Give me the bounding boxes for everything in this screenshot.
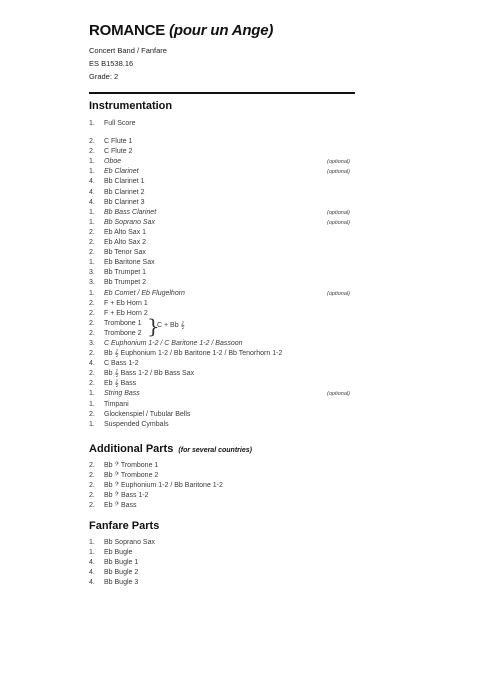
part-name: Bb Soprano Sax (104, 218, 155, 226)
part-name: Bb Trumpet 1 (104, 269, 147, 277)
optional-label: (optional) (327, 219, 350, 226)
part-row (89, 400, 359, 410)
part-name: Bb Bugle 1 (104, 559, 139, 567)
part-row (89, 461, 359, 471)
grade-level: Grade: 2 (89, 72, 119, 81)
part-name: Eb 𝄞 Bass (104, 380, 137, 388)
part-count: 2. (89, 492, 95, 500)
part-count: 2. (89, 329, 95, 337)
part-name: Eb Baritone Sax (104, 259, 155, 267)
part-name: Bb 𝄢 Trombone 2 (104, 472, 159, 480)
part-name: Suspended Cymbals (104, 420, 169, 428)
part-name: Bb Clarinet 1 (104, 178, 145, 186)
part-name: Bb Bugle 2 (104, 569, 139, 577)
part-row (89, 278, 359, 288)
part-row (89, 568, 359, 578)
part-name: Bb Bugle 3 (104, 579, 139, 587)
part-row (89, 349, 359, 359)
title-subtitle: (pour un Ange) (169, 22, 274, 39)
catalog-number: ES B1538.16 (89, 59, 134, 68)
part-row (89, 471, 359, 481)
part-name: F + Eb Horn 2 (104, 309, 148, 317)
part-count: 2. (89, 370, 95, 378)
title-divider (89, 92, 355, 94)
optional-label: (optional) (327, 159, 350, 166)
part-name: Eb Bugle (104, 549, 133, 557)
part-name: Bb 𝄢 Bass 1-2 (104, 492, 149, 500)
part-count: 1. (89, 120, 95, 127)
part-row (89, 167, 359, 177)
instrumentation-list (89, 119, 359, 430)
part-row (89, 339, 359, 349)
part-count: 4. (89, 198, 95, 206)
part-name: Eb Alto Sax 1 (104, 228, 147, 236)
part-count: 2. (89, 239, 95, 247)
part-row (89, 548, 359, 558)
part-name: Trombone 2 (104, 329, 142, 337)
part-count: 1. (89, 390, 95, 398)
part-name: F + Eb Horn 1 (104, 299, 148, 307)
part-count: 1. (89, 168, 95, 176)
part-row (89, 299, 359, 309)
ensemble-type: Concert Band / Fanfare (89, 46, 167, 55)
part-name: Eb Clarinet (104, 168, 139, 176)
part-name: Oboe (104, 158, 122, 166)
part-row (89, 491, 359, 501)
part-count: 1. (89, 158, 95, 166)
part-row (89, 228, 359, 238)
part-count: 2. (89, 148, 95, 156)
part-name: Bb Clarinet 2 (104, 188, 145, 196)
part-row (89, 369, 359, 379)
part-name: Bb Tenor Sax (104, 249, 146, 257)
part-count: 2. (89, 462, 95, 469)
part-name: Bb 𝄞 Bass 1-2 / Bb Bass Sax (104, 370, 195, 378)
part-row (89, 379, 359, 389)
part-count: 2. (89, 350, 95, 358)
brace-icon: } (147, 313, 160, 338)
optional-label: (optional) (327, 290, 350, 297)
part-name: Bb Soprano Sax (104, 539, 155, 546)
additional-parts-heading (89, 443, 252, 455)
part-count: 2. (89, 138, 95, 146)
part-row (89, 481, 359, 491)
part-row (89, 578, 359, 588)
part-count: 4. (89, 178, 95, 186)
part-name: Bb Bass Clarinet (104, 208, 157, 216)
part-row (89, 268, 359, 278)
part-row (89, 208, 359, 218)
additional-parts-note: (for several countries) (178, 447, 252, 454)
brace-label: C + Bb 𝄞 (157, 321, 185, 329)
part-count: 3. (89, 339, 95, 347)
part-count: 2. (89, 502, 95, 510)
part-row (89, 218, 359, 228)
title-main: ROMANCE (89, 22, 166, 39)
additional-parts-title: Additional Parts (89, 443, 174, 455)
part-row (89, 359, 359, 369)
part-row (89, 238, 359, 248)
part-row (89, 137, 359, 147)
part-name: Bb 𝄞 Euphonium 1-2 / Bb Baritone 1-2 / Bb Tenorhorn 1-2 (104, 350, 283, 358)
part-count: 4. (89, 569, 95, 577)
part-row (89, 309, 359, 319)
part-row (89, 289, 359, 299)
part-row (89, 329, 359, 339)
optional-label: (optional) (327, 209, 350, 216)
part-name: Bb Trumpet 2 (104, 279, 147, 287)
page-title (89, 22, 273, 39)
part-row (89, 558, 359, 568)
part-count: 4. (89, 360, 95, 368)
additional-parts-list (89, 461, 359, 511)
part-name: Glockenspiel / Tubular Bells (104, 410, 191, 418)
part-name: C Flute 1 (104, 138, 133, 146)
part-row (89, 147, 359, 157)
part-row (89, 258, 359, 268)
part-count: 4. (89, 579, 95, 587)
part-name: Eb Cornet / Eb Flugelhorn (104, 289, 185, 297)
part-count: 2. (89, 309, 95, 317)
part-row (89, 198, 359, 208)
part-count: 1. (89, 259, 95, 267)
part-row (89, 410, 359, 420)
part-name: C Flute 2 (104, 148, 133, 156)
part-name: Eb Alto Sax 2 (104, 239, 147, 247)
list-spacer (89, 129, 359, 137)
part-count: 1. (89, 218, 95, 226)
part-count: 2. (89, 299, 95, 307)
part-name: Timpani (104, 400, 129, 408)
part-row (89, 538, 359, 548)
part-name: Full Score (104, 120, 136, 127)
fanfare-parts-heading: Fanfare Parts (89, 520, 160, 532)
part-count: 2. (89, 472, 95, 480)
part-count: 2. (89, 482, 95, 490)
part-name: Eb 𝄢 Bass (104, 502, 137, 510)
part-count: 2. (89, 228, 95, 236)
part-row (89, 119, 359, 129)
part-name: String Bass (104, 390, 140, 398)
part-count: 3. (89, 269, 95, 277)
part-count: 1. (89, 420, 95, 428)
part-row (89, 177, 359, 187)
part-row (89, 389, 359, 399)
instrumentation-heading: Instrumentation (89, 100, 173, 112)
part-row (89, 188, 359, 198)
part-count: 1. (89, 289, 95, 297)
part-count: 2. (89, 410, 95, 418)
part-row (89, 157, 359, 167)
part-row (89, 501, 359, 511)
part-count: 2. (89, 380, 95, 388)
part-row (89, 248, 359, 258)
part-count: 1. (89, 539, 95, 546)
part-name: Bb Clarinet 3 (104, 198, 145, 206)
part-count: 2. (89, 249, 95, 257)
part-name: Bb 𝄢 Trombone 1 (104, 462, 159, 469)
part-name: C Bass 1-2 (104, 360, 139, 368)
part-count: 1. (89, 549, 95, 557)
part-name: Trombone 1 (104, 319, 142, 327)
part-count: 1. (89, 208, 95, 216)
optional-label: (optional) (327, 391, 350, 398)
part-row (89, 420, 359, 430)
optional-label: (optional) (327, 169, 350, 176)
part-count: 1. (89, 400, 95, 408)
fanfare-parts-list (89, 538, 359, 588)
part-count: 4. (89, 188, 95, 196)
part-name: Bb 𝄢 Euphonium 1-2 / Bb Baritone 1-2 (104, 482, 223, 490)
part-count: 3. (89, 279, 95, 287)
part-count: 2. (89, 319, 95, 327)
part-name: C Euphonium 1-2 / C Baritone 1-2 / Bassoon (104, 339, 243, 347)
part-count: 4. (89, 559, 95, 567)
